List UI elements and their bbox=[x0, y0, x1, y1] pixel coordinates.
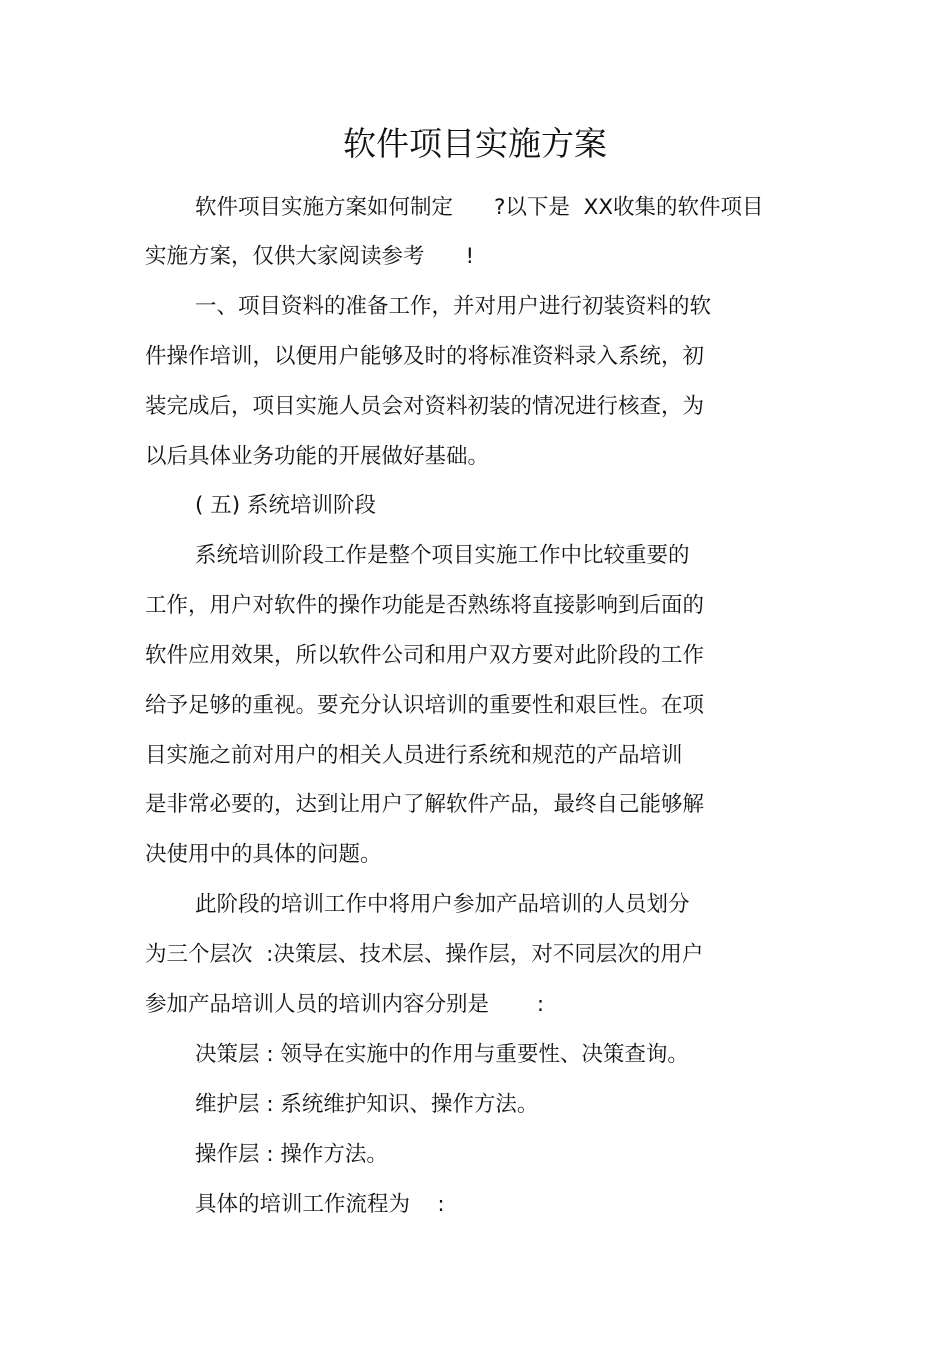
paragraph-line: 目实施之前对用户的相关人员进行系统和规范的产品培训 bbox=[145, 743, 683, 768]
paragraph-line: 软件项目实施方案如何制定 ?以下是 XX收集的软件项目 bbox=[195, 195, 764, 220]
paragraph-line: 此阶段的培训工作中将用户参加产品培训的人员划分 bbox=[195, 892, 690, 917]
list-item: 决策层 : 领导在实施中的作用与重要性、决策查询。 bbox=[195, 1042, 689, 1067]
paragraph-line: 装完成后，项目实施人员会对资料初装的情况进行核查，为 bbox=[145, 394, 705, 419]
paragraph-line: 决使用中的具体的问题。 bbox=[145, 842, 382, 867]
paragraph-line: 工作，用户对软件的操作功能是否熟练将直接影响到后面的 bbox=[145, 593, 705, 618]
paragraph-line: 是非常必要的，达到让用户了解软件产品，最终自己能够解 bbox=[145, 792, 705, 817]
section-heading: ( 五) 系统培训阶段 bbox=[195, 493, 376, 518]
document-title: 软件项目实施方案 bbox=[343, 124, 607, 163]
paragraph-line: 软件应用效果，所以软件公司和用户双方要对此阶段的工作 bbox=[145, 643, 705, 668]
paragraph-line: 系统培训阶段工作是整个项目实施工作中比较重要的 bbox=[195, 543, 690, 568]
paragraph-line: 以后具体业务功能的开展做好基础。 bbox=[145, 444, 490, 469]
paragraph-line: 一、项目资料的准备工作，并对用户进行初装资料的软 bbox=[195, 294, 712, 319]
paragraph-line: 件操作培训，以便用户能够及时的将标准资料录入系统，初 bbox=[145, 344, 705, 369]
paragraph-line: 参加产品培训人员的培训内容分别是 : bbox=[145, 992, 545, 1017]
list-item: 维护层 : 系统维护知识、操作方法。 bbox=[195, 1092, 539, 1117]
paragraph-line: 具体的培训工作流程为 : bbox=[195, 1192, 445, 1217]
list-item: 操作层 : 操作方法。 bbox=[195, 1142, 388, 1167]
paragraph-line: 给予足够的重视。要充分认识培训的重要性和艰巨性。在项 bbox=[145, 693, 705, 718]
paragraph-line: 为三个层次 :决策层、技术层、操作层，对不同层次的用户 bbox=[145, 942, 704, 967]
paragraph-line: 实施方案，仅供大家阅读参考 ! bbox=[145, 244, 475, 269]
